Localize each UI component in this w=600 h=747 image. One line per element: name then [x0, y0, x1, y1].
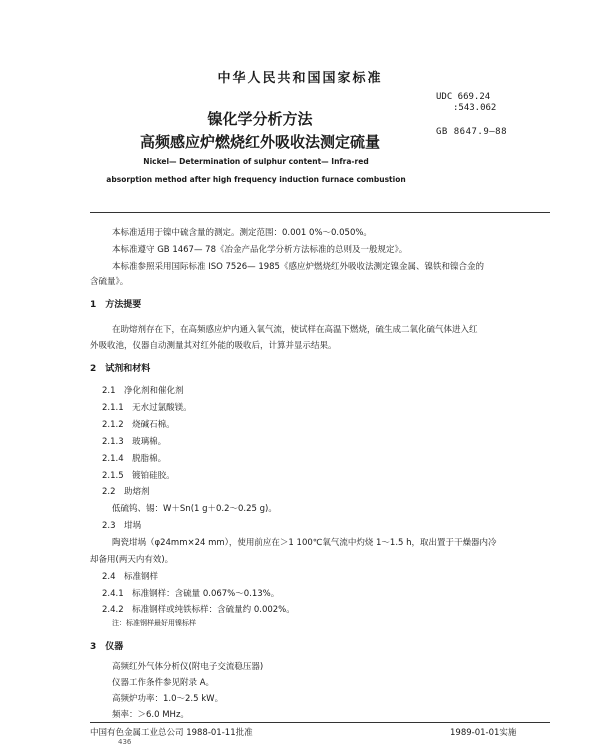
- list-item: 2.3 坩埚: [102, 521, 142, 531]
- document-title-line1: 镍化学分析方法: [207, 110, 313, 128]
- instrument-line: 频率：＞6.0 MHz。: [112, 710, 189, 720]
- standard-sample-note: 注：标准钢样最好用镍标样: [112, 619, 196, 627]
- document-title-line2: 高频感应炉燃烧红外吸收法测定硫量: [139, 133, 380, 151]
- gb-number: GB 8647.9—88: [436, 127, 508, 137]
- english-title-line1: Nickel— Determination of sulphur content— Infra-red: [143, 157, 369, 166]
- intro-scope: 本标准适用于镍中硫含量的测定。测定范围：0.001 0%～0.050%。: [112, 228, 372, 238]
- section1-heading: 1 方法提要: [90, 300, 142, 310]
- list-item: 2.1.1 无水过氯酸镁。: [102, 403, 192, 413]
- approval-info: 中国有色金属工业总公司 1988-01-11批准: [90, 728, 253, 738]
- list-item: 2.1.2 烧碱石棉。: [102, 420, 175, 430]
- list-item: 2.1.3 玻璃棉。: [102, 437, 167, 447]
- list-item: 2.4 标准钢样: [102, 572, 159, 582]
- section2-heading: 2 试剂和材料: [90, 364, 151, 374]
- bottom-divider: [90, 722, 550, 723]
- list-item: 2.4.2 标准钢样或纯铁标样：含硫量约 0.002%。: [102, 605, 295, 615]
- list-item: 2.1.4 脱脂棉。: [102, 454, 167, 464]
- intro-reference-line1: 本标准参照采用国际标准 ISO 7526— 1985《感应炉燃烧红外吸收法测定镍金属、镍铁和镍合金的: [112, 262, 484, 272]
- udc-number-suffix: :543.062: [453, 103, 497, 113]
- section1-text-line1: 在助熔剂存在下，在高频感应炉内通入氧气流，使试样在高温下燃烧，硫生成二氧化硫气体进入红: [112, 325, 478, 335]
- intro-reference-line2: 含硫量》。: [90, 277, 129, 287]
- section3-heading: 3 仪器: [90, 642, 124, 652]
- standard-type-heading: 中华人民共和国国家标准: [217, 71, 383, 86]
- list-item: 低硫钨、锡：W＋Sn(1 g＋0.2～0.25 g)。: [112, 504, 277, 514]
- list-item: 2.4.1 标准钢样：含硫量 0.067%～0.13%。: [102, 589, 280, 599]
- crucible-text-line1: 陶瓷坩埚（φ24mm×24 mm），使用前应在＞1 100℃氧气流中灼烧 1～1.5 h，取出置于干燥器内冷: [112, 538, 497, 548]
- implementation-date: 1989-01-01实施: [450, 728, 517, 738]
- page-number: 436: [118, 738, 132, 746]
- list-item: 2.1.5 镀铂硅胶。: [102, 471, 175, 481]
- list-item: 2.2 助熔剂: [102, 487, 150, 497]
- udc-number: UDC 669.24: [436, 92, 491, 102]
- instrument-line: 高频红外气体分析仪(附电子交流稳压器): [112, 662, 264, 672]
- english-title-line2: absorption method after high frequency induction furnace combustion: [106, 175, 406, 184]
- top-divider: [90, 212, 550, 213]
- list-item: 2.1 净化剂和催化剂: [102, 386, 184, 396]
- crucible-text-line2: 却备用(两天内有效)。: [90, 555, 174, 565]
- instrument-line: 高频炉功率：1.0～2.5 kW。: [112, 694, 224, 704]
- intro-compliance: 本标准遵守 GB 1467— 78《冶金产品化学分析方法标准的总则及一般规定》。: [112, 245, 408, 255]
- instrument-line: 仪器工作条件参见附录 A。: [112, 678, 215, 688]
- section1-text-line2: 外吸收池，仪器自动测量其对红外能的吸收后，计算并显示结果。: [90, 341, 337, 351]
